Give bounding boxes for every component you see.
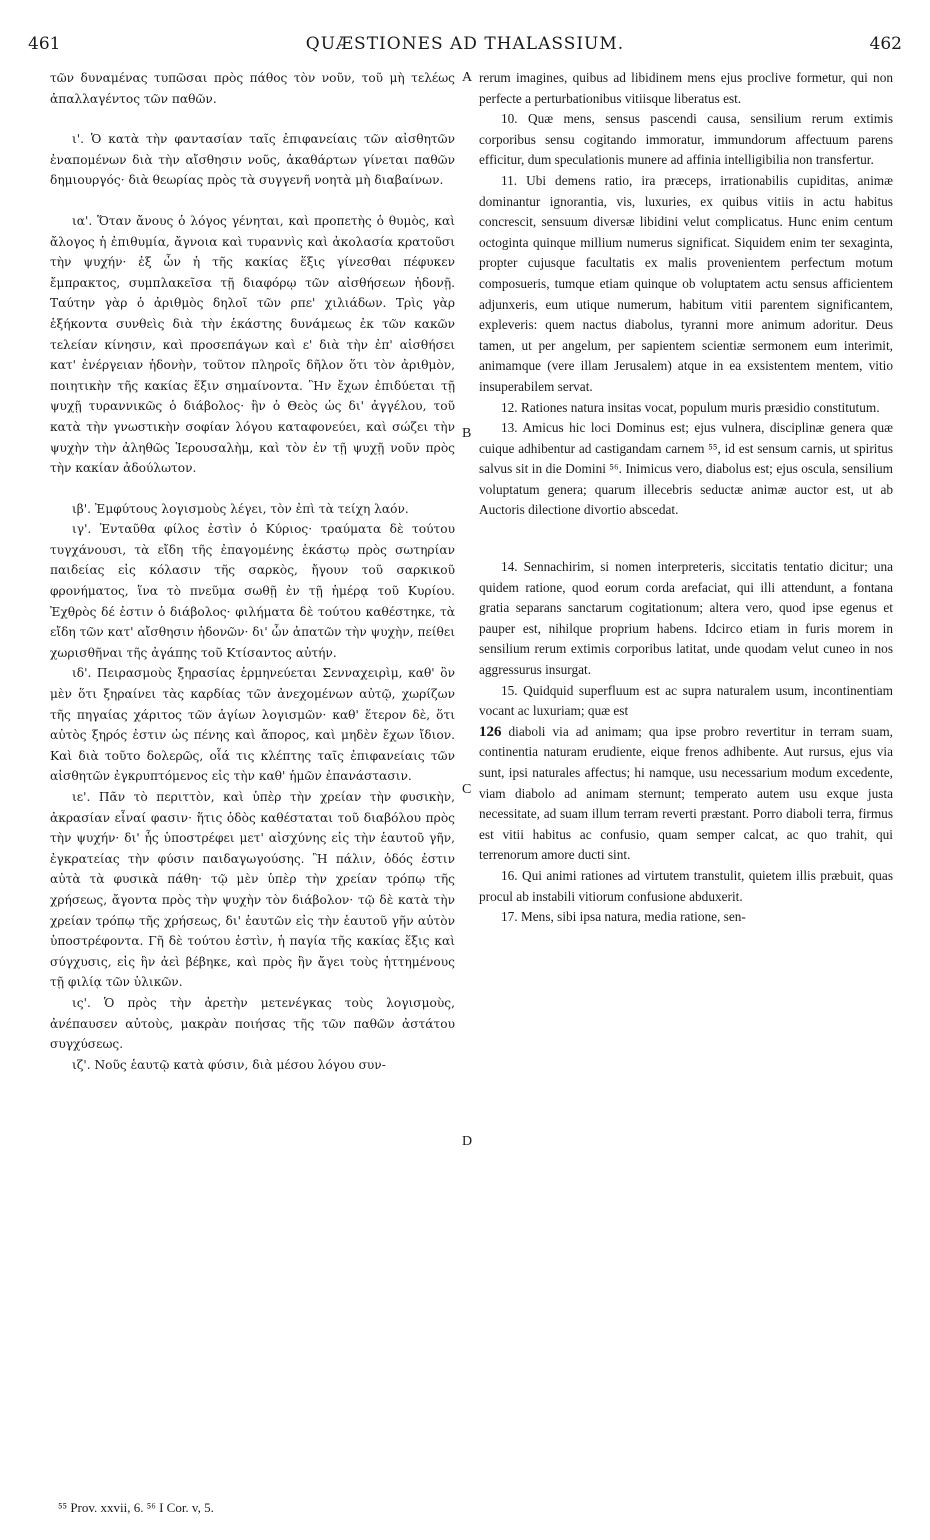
- running-title: QUÆSTIONES AD THALASSIUM.: [305, 34, 625, 54]
- latin-paragraph: 17. Mens, sibi ipsa natura, media ratione, sen-: [501, 909, 746, 925]
- page-header: [28, 34, 902, 60]
- margin-marker-a: A: [462, 70, 473, 85]
- greek-paragraph: ιε'. Πᾶν τὸ περιττὸν, καὶ ὑπὲρ τὴν χρείαν τὴν φυσικὴν, ἀκρασίαν εἶναί φασιν· ἥτις ὁδὸς καθέσταται τοῦ διαβόλου πρὸς τὴν ψυχήν· δι' ἧς ὑποστρέφει μετ' αἰσχύνης εἰς τὴν ἑαυτοῦ γῆν, ἐγκρατείας τὴν φύσιν παιδαγωγούσης. Ἢ πάλιν, ὁδός ἐστιν αὐτὰ τὰ φυσικὰ πάθη· τῷ μὲν ὑπὲρ τὴν χρείαν τρόπῳ τῆς χρήσεως, ἄγοντα πρὸς τὴν ψυχὴν τὸν διάβολον· τῷ δὲ κατὰ τὴν χρείαν τρόπῳ τῆς χρήσεως, δι' ἑαυτῶν εἰς τὴν ἑαυτοῦ γῆν αὐτὸν ὑποστρέφοντα. Γῆ δὲ τούτου ἐστὶν, ἡ παγία τῆς κακίας ἕξις καὶ σύγχυσις, εἰς ἣν ἀεὶ βέβηκε, καὶ πρὸς ἣν ἄγει τοὺς ἡττημένους τῇ φιλίᾳ τῶν ὑλικῶν.: [50, 790, 455, 990]
- latin-paragraph: 11. Ubi demens ratio, ira præceps, irrationabilis cupiditas, animæ dominantur ignorantia, vis, luxuries, ex quibus vitiis in actu habitus concrescit, sensuum diversæ libidini velut complicatus. Hunc enim centum octoginta quinque millium numerus significat. Siquidem enim ter sexaginta, propter cujusque facultatis ex malis provenientem perfectum motum composueris, tumque etiam quinque ob voluptatem actu sensus afficientem adjunxeris, eum utique numerum, habitum vitii parentem significantem, expleveris: quem nactus diabolus, tyranni more animum adoritur. Deus tamen, ut per angelum, per sapientem scientiæ sermonem eum interimit, animamque (vere illam Jerusalem) atque in ea exsistentem mentem, vitio insuperabilem servat.: [479, 172, 893, 394]
- greek-paragraph: ιδ'. Πειρασμοὺς ξηρασίας ἑρμηνεύεται Σενναχειρὶμ, καθ' ὃν μὲν ὅτι ξηραίνει τὰς καρδίας τῶν ἀνεχομένων αὐτῷ, χωρίζων τῆς πηγαίας χάριτος τῶν ἁγίων λογισμῶν· καθ' ἕτερον δὲ, ὅτι αὐτὸς ξηρός ἐστιν ὡς πένης καὶ ἄπορος, καὶ μηδὲν ἔχων ἴδιον. Καὶ διὰ τοῦτο δολερῶς, οἷά τις κλέπτης ταῖς ἐπιφανείαις τῶν αἰσθητῶν ἐγκρυπτόμενος εἰς τὴν καθ' ἡμῶν ἐπανάστασιν.: [50, 666, 455, 784]
- latin-paragraph: 12. Rationes natura insitas vocat, populum muris præsidio constitutum.: [501, 399, 880, 415]
- margin-marker-d: D: [462, 1134, 473, 1149]
- greek-column: [50, 68, 455, 1075]
- footnotes: ⁵⁵ Prov. xxvii, 6. ⁵⁶ I Cor. v, 5.: [58, 1500, 214, 1515]
- greek-paragraph: ις'. Ὁ πρὸς τὴν ἀρετὴν μετενέγκας τοὺς λογισμοὺς, ἀνέπαυσεν αὐτοὺς, μακρὰν ποιήσας τῆς τῶν παθῶν ἀστάτου συγχύσεως.: [50, 995, 455, 1052]
- greek-paragraph: ιβ'. Ἐμφύτους λογισμοὺς λέγει, τὸν ἐπὶ τὰ τείχη λαόν.: [72, 501, 409, 516]
- latin-paragraph: 15. Quidquid superfluum est ac supra naturalem usum, incontinentiam vocant ac luxuriam; quæ est: [479, 682, 893, 719]
- greek-paragraph: ι'. Ὁ κατὰ τὴν φαντασίαν ταῖς ἐπιφανείαις τῶν αἰσθητῶν ἐναπομένων διὰ τὴν αἴσθησιν νοῦς, ἀκαθάρτων γίνεται παθῶν δημιουργός· διὰ θεωρίας πρὸς τὰ συγγενῆ νοητὰ μὴ διαβαίνων.: [50, 132, 455, 188]
- greek-paragraph: ιζ'. Νοῦς ἑαυτῷ κατὰ φύσιν, διὰ μέσου λόγου συν-: [72, 1057, 386, 1072]
- greek-paragraph: ιγ'. Ἐνταῦθα φίλος ἐστὶν ὁ Κύριος· τραύματα δὲ τούτου τυγχάνουσι, τὰ εἴδη τῆς ἐπαγομένης ἑκάστῳ πρὸς σωτηρίαν παιδείας εἰς κόλασιν τῆς σαρκὸς, ἤγουν τοῦ σαρκικοῦ φρονήματος, ἵνα τὸ πνεῦμα σωθῇ ἐν τῇ ἡμέρᾳ τοῦ Κυρίου. Ἐχθρὸς δέ ἐστιν ὁ διάβολος· φιλήματα δὲ τούτου καθέστηκε, τὰ εἴδη τῶν κατ' αἴσθησιν ἡδονῶν· δι' ὧν ἀπατῶν τὴν ψυχὴν, πείθει χωρισθῆναι τῆς ἀγάπης τοῦ Κτίσαντος αὐτήν.: [50, 522, 455, 660]
- page-number-left: 461: [28, 34, 61, 54]
- latin-paragraph: 14. Sennachirim, si nomen interpreteris, siccitatis tentatio dicitur; una quidem ratione, quod eorum corda arefaciat, qui illi attendunt, a fontana gratia separans sanctarum cogitationum; altera vero, quod ipse egenus et pauper est, nihilque proprium habens. Idcirco etiam in furis morem in sensilium rerum extimis corporibus latitat, unde quodam velut cuneo in nos aggressurus insurgat.: [479, 559, 893, 678]
- margin-marker-c: C: [462, 782, 472, 797]
- latin-column: [479, 68, 893, 928]
- latin-paragraph: 13. Amicus hic loci Dominus est; ejus vulnera, disciplinæ genera quæ cuique adhibentur ad castigandam carnem ⁵⁵, id est sensum carnis, ut spiritus salvus sit in die Domini ⁵⁶. Inimicus vero, diabolus est; ejus oscula, sensilium voluptatum genera; quarum illecebris seductæ animæ auctor est, ut ab Auctoris dilectione divortio abscedat.: [479, 420, 893, 518]
- latin-text: diaboli via ad animam; qua ipse probro revertitur in terram suam, continentia naturam erudiente, eique frenos adhibente. Aut rursus, ejus via sunt, ipsi naturales affectus; hi namque, usu necessarium modum excedente, viam diabolo ad animam sternunt; temperato autem usu exque justa necessitate, ad suam illum terram reverti præstant. Porro diaboli terra, firmus est vitii habitus ac confusio, quam semper calcat, ac quo trahit, qui terrenorum amore ducti sint.: [479, 723, 893, 863]
- latin-paragraph: [479, 722, 893, 866]
- latin-paragraph: 10. Quæ mens, sensus pascendi causa, sensilium rerum extimis corporibus sensu cogitando immoratur, immundorum affectuum parens efficitur, dum speculationis munere ad affinia intelligibilia non transfertur.: [479, 111, 893, 168]
- latin-paragraph: 16. Qui animi rationes ad virtutem transtulit, quietem illis præbuit, quas procul ab instabili vitiorum confusione abduxerit.: [479, 867, 893, 904]
- greek-paragraph: τῶν δυναμένας τυπῶσαι πρὸς πάθος τὸν νοῦν, τοῦ μὴ τελέως ἀπαλλαγέντος τῶν παθῶν.: [50, 71, 455, 106]
- page-number-right: 462: [869, 34, 902, 54]
- greek-paragraph: ια'. Ὅταν ἄνους ὁ λόγος γένηται, καὶ προπετὴς ὁ θυμὸς, καὶ ἄλογος ἡ ἐπιθυμία, ἄγνοια καὶ τυραννὶς καὶ ἀκολασία κρατοῦσι τὴν ψυχήν· ἐξ ὧν ἡ τῆς κακίας ἕξις γίνεσθαι πέφυκεν ἔμπρακτος, συμπλακεῖσα τῇ διαφόρῳ τῶν αἰσθήσεων ἡδονῇ. Ταύτην γὰρ ὁ ἀριθμὸς δηλοῖ τῶν ρπε' χιλιάδων. Τρὶς γὰρ ἑξήκοντα συνθεὶς διὰ τὴν ἑκάστης δυνάμεως ἐκ τῶν κακῶν τελείαν κίνησιν, καὶ προσεπάγων καὶ ε' διὰ τὴν ἐπ' αἰσθήσει κατ' ἐνέργειαν ἡδονὴν, τοῦτον πληροῖς δῆλον ὅτι τὸν ἀριθμὸν, ποιητικὴν τῆς κακίας ἕξιν σημαίνοντα. Ἣν ἔχων ἐπιδύεται τῇ ψυχῇ τυραννικῶς ὁ διάβολος· ἣν ὁ Θεὸς ὡς δι' ἀγγέλου, τοῦ κατὰ τὴν γνωστικὴν σοφίαν λόγου καταφονεύει, καὶ σώζει τὴν ψυχὴν τὴν ἀληθῶς Ἱερουσαλὴμ, καὶ τὸν ἐν τῇ ψυχῇ νοῦν πρὸς τὴν κακίαν ἀδούλωτον.: [50, 213, 455, 476]
- latin-paragraph: rerum imagines, quibus ad libidinem mens ejus proclive formetur, qui non perfecte a perturbationibus vitiisque liberatus est.: [479, 70, 893, 106]
- column-number-126: 126: [479, 723, 502, 740]
- margin-marker-b: B: [462, 426, 472, 441]
